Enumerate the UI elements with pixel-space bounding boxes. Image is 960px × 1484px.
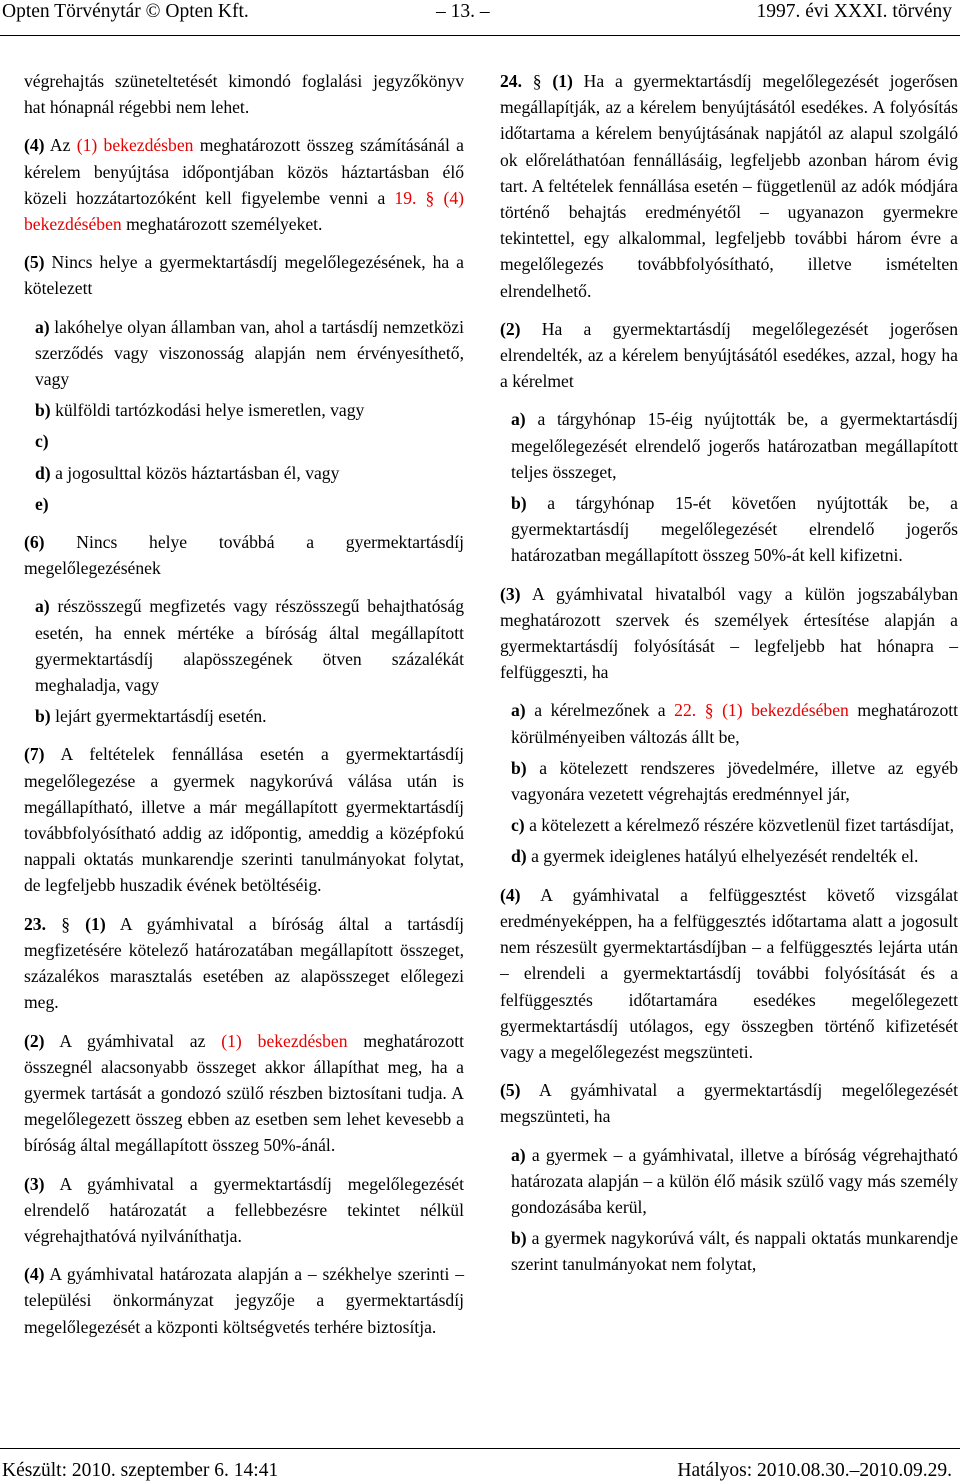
section-23-paragraph-4: [24, 1261, 464, 1340]
item-text: a tárgyhónap 15-ét követően nyújtották be, a gyermektartásdíj megelőlegezését elrendelő jogerős határozatban megállapított összeg 50%-át kell kifizetni.: [511, 493, 958, 566]
paragraph-text: A gyámhivatal a bíróság által a tartásdíj megfizetésére kötelező határozatában megállapított összeget, százalékos marasztalás esetében az alapösszeget előlegezi meg.: [24, 913, 464, 1013]
item-text: lakóhelye olyan államban van, ahol a tartásdíj nemzetközi szerződés vagy viszonosság alapján nem érvényesíthető, vagy: [35, 316, 464, 390]
item-label: b): [511, 493, 527, 514]
section-number: 23.: [24, 913, 46, 934]
footer-divider: [0, 1448, 960, 1449]
paragraph-label: (4): [24, 1264, 45, 1285]
list-item: [500, 755, 958, 807]
item-text: a jogosulttal közös háztartásban él, vagy: [55, 462, 340, 483]
item-label: e): [35, 493, 49, 514]
list-item: [24, 491, 464, 517]
paragraph-label: (5): [500, 1080, 521, 1101]
item-label: d): [511, 846, 527, 867]
list-item: [24, 397, 464, 423]
page-header: [0, 0, 960, 36]
paragraph-text: Ha a gyermektartásdíj megelőlegezését jogerősen elrendelték, az a kérelem benyújtásától esedékes, azzal, hogy ha a kérelmet: [500, 318, 958, 392]
section-24-paragraph-5: [500, 1077, 958, 1129]
item-label: a): [511, 700, 526, 721]
list-item: [500, 697, 958, 749]
paragraph-text: A gyámhivatal a gyermektartásdíj megelőlegezését elrendelő határozatát a fellebbezésre tekintet nélkül végrehajthatóvá nyilváníthatja.: [24, 1173, 464, 1246]
item-label: a): [511, 1144, 526, 1165]
paragraph-text: Az: [49, 135, 77, 156]
item-text: a kötelezett rendszeres jövedelmére, illetve az egyéb vagyonára vezetett végrehajtás eredménnyel jár,: [511, 757, 958, 805]
section-23-paragraph-1: [24, 911, 464, 1016]
section-24-paragraph-1: [500, 68, 958, 304]
item-label: d): [35, 462, 51, 483]
paragraph-label: (4): [24, 135, 45, 156]
item-label: a): [511, 409, 526, 430]
item-text: a gyermek nagykorúvá vált, és nappali oktatás munkarendje szerint tanulmányokat nem folytat,: [511, 1228, 959, 1275]
item-label: b): [511, 1228, 527, 1249]
paragraph-text: A gyámhivatal a gyermektartásdíj megelőlegezését megszünteti, ha: [500, 1080, 958, 1127]
paragraph-text: Ha a gyermektartásdíj megelőlegezését jogerősen megállapítják, az a kérelem benyújtásától esedékes. A folyósítás időtartama a kérelem benyújtásának napjától az alapul szolgáló ok előreláthatóan fennállásáig, legfeljebb azonban három évig tart. A feltételek fennállása esetén – függetlenül az adók módjára történő behajtás eredményétől – ugyanazon gyermekre tekintettel, egy alkalommal, legfeljebb további három évre a megelőlegezés továbbfolyósítható, illetve ismételten elrendelhető.: [500, 71, 958, 301]
list-item: [500, 1142, 958, 1221]
section-23-paragraph-2: [24, 1028, 464, 1159]
paragraph-text: A gyámhivatal az: [59, 1030, 222, 1051]
section-sign: §: [532, 71, 542, 91]
item-label: a): [35, 596, 50, 617]
header-publisher: Opten Törvénytár © Opten Kft.: [2, 1, 249, 22]
paragraph-text: A gyámhivatal a felfüggesztést követő vizsgálat eredményeképpen, ha a felfüggesztés időtartama alatt a jogosult nem részesült gyermektartásdíjban – a felfüggesztés lejárta után – elrendeli a gyermektartásdíj további folyósítását és a felfüggesztés időtartamára esedékes megelőlegezett gyermektartásdíj utólagos, egy összegben történő kifizetését vagy a megelőlegezést megszünteti.: [500, 884, 958, 1062]
item-text: lejárt gyermektartásdíj esetén.: [55, 706, 267, 727]
cross-reference-link[interactable]: (1) bekezdésben: [76, 135, 194, 156]
section-24-paragraph-2: [500, 316, 958, 395]
list-item: [24, 428, 464, 454]
cross-reference-link[interactable]: (1) bekezdésben: [221, 1030, 348, 1051]
paragraph-7: [24, 741, 464, 898]
header-divider: [0, 35, 960, 36]
item-text: részösszegű megfizetés vagy részösszegű behajthatóság esetén, ha ennek mértéke a bíróság által megállapított gyermektartásdíj alapösszegének ötven százalékát meghaladja, vagy: [35, 596, 465, 696]
footer-created-date: Készült: 2010. szeptember 6. 14:41: [2, 1460, 279, 1481]
section-number: 24.: [500, 71, 522, 91]
paragraph-label: (3): [24, 1173, 45, 1194]
list-item: [24, 460, 464, 486]
paragraph-label: (7): [24, 744, 45, 765]
paragraph-4: [24, 132, 464, 237]
right-column: [500, 68, 958, 1283]
paragraph-label: (1): [85, 913, 106, 934]
item-label: c): [511, 815, 525, 836]
paragraph-label: (5): [24, 252, 45, 273]
paragraph-label: (6): [24, 532, 45, 553]
list-item: [500, 843, 958, 869]
paragraph-label: (1): [552, 71, 573, 91]
item-label: b): [35, 400, 51, 421]
item-text: a kérelmezőnek a: [534, 700, 675, 721]
item-text: a kötelezett a kérelmező részére közvetlenül fizet tartásdíjat,: [529, 815, 955, 836]
paragraph-5: [24, 249, 464, 301]
paragraph-intro-continuation: végrehajtás szüneteltetését kimondó foglalási jegyzőkönyv hat hónapnál régebbi nem lehet.: [24, 71, 464, 118]
list-item: [24, 593, 464, 698]
paragraph-label: (4): [500, 884, 521, 905]
left-column: [24, 68, 464, 1352]
paragraph-label: (2): [24, 1030, 45, 1051]
paragraph-label: (2): [500, 318, 521, 339]
item-text: a gyermek – a gyámhivatal, illetve a bíróság végrehajtható határozata alapján – a külön élő másik szülő vagy más személy gondozásába kerül,: [511, 1144, 958, 1217]
item-label: c): [35, 431, 49, 452]
list-item: [500, 812, 958, 838]
paragraph-text: Nincs helye továbbá a gyermektartásdíj megelőlegezésének: [24, 532, 465, 579]
item-text: meghatározott körülményeiben változás állt be,: [511, 700, 959, 747]
header-law-title: 1997. évi XXXI. törvény: [756, 1, 952, 22]
section-24-paragraph-4: [500, 882, 958, 1065]
section-sign: §: [61, 913, 70, 934]
paragraph-label: (3): [500, 583, 521, 604]
paragraph-text: Nincs helye a gyermektartásdíj megelőlegezésének, ha a kötelezett: [24, 252, 464, 299]
list-item: [500, 406, 958, 485]
item-text: a gyermek ideiglenes hatályú elhelyezését rendelték el.: [531, 846, 919, 867]
paragraph-text: A feltételek fennállása esetén a gyermektartásdíj megelőlegezése a gyermek nagykorúvá válása után is megállapítható, illetve a már megállapított gyermektartásdíj továbbfolyósítható addig az időpontig, ameddig a középfokú nappali oktatás munkarendje szerinti tanulmányokat folytat, de legfeljebb huszadik évének betöltéséig.: [24, 744, 464, 896]
paragraph-text: meghatározott összeg számításánál a kérelem benyújtása időpontjában közös háztartásban élő közeli hozzátartozóként kell figyelembe venni a: [24, 135, 464, 208]
item-label: b): [511, 757, 527, 778]
list-item: [500, 1225, 958, 1277]
paragraph-6: [24, 529, 464, 581]
paragraph-text: meghatározott személyeket.: [121, 214, 323, 235]
section-24-paragraph-3: [500, 581, 958, 686]
list-item: [500, 490, 958, 569]
item-text: külföldi tartózkodási helye ismeretlen, vagy: [55, 400, 365, 421]
footer-effective-range: Hatályos: 2010.08.30.–2010.09.29.: [677, 1460, 952, 1481]
item-label: b): [35, 706, 51, 727]
list-item: [24, 314, 464, 393]
cross-reference-link[interactable]: 22. § (1) bekezdésében: [674, 700, 849, 721]
paragraph-text: A gyámhivatal határozata alapján a – székhelye szerinti – települési önkormányzat jegyzője a gyermektartásdíj megelőlegezését a központi költségvetés terhére biztosítja.: [24, 1264, 464, 1337]
cross-reference-link[interactable]: 19. § (4) bekezdésében: [24, 187, 464, 235]
header-page-number: – 13. –: [436, 1, 490, 22]
item-label: a): [35, 316, 50, 337]
list-item: [24, 703, 464, 729]
item-text: a tárgyhónap 15-éig nyújtották be, a gyermektartásdíj megelőlegezését elrendelő jogerős határozatban megállapított teljes összeget,: [511, 409, 959, 482]
section-23-paragraph-3: [24, 1171, 464, 1250]
paragraph-text: A gyámhivatal hivatalból vagy a külön jogszabályban meghatározott szervek és személyek értesítése alapján a gyermektartásdíj folyósítását – legfeljebb hat hónapra – felfüggeszti, ha: [500, 583, 959, 683]
paragraph-text: meghatározott összegnél alacsonyabb összeget akkor állapíthat meg, ha a gyermek tartását a gondozó szülő részben biztosítani tudja. A megelőlegezett összeg ebben az esetben sem lehet kevesebb a bíróság által megállapított összeg 50%-ánál.: [24, 1030, 465, 1156]
